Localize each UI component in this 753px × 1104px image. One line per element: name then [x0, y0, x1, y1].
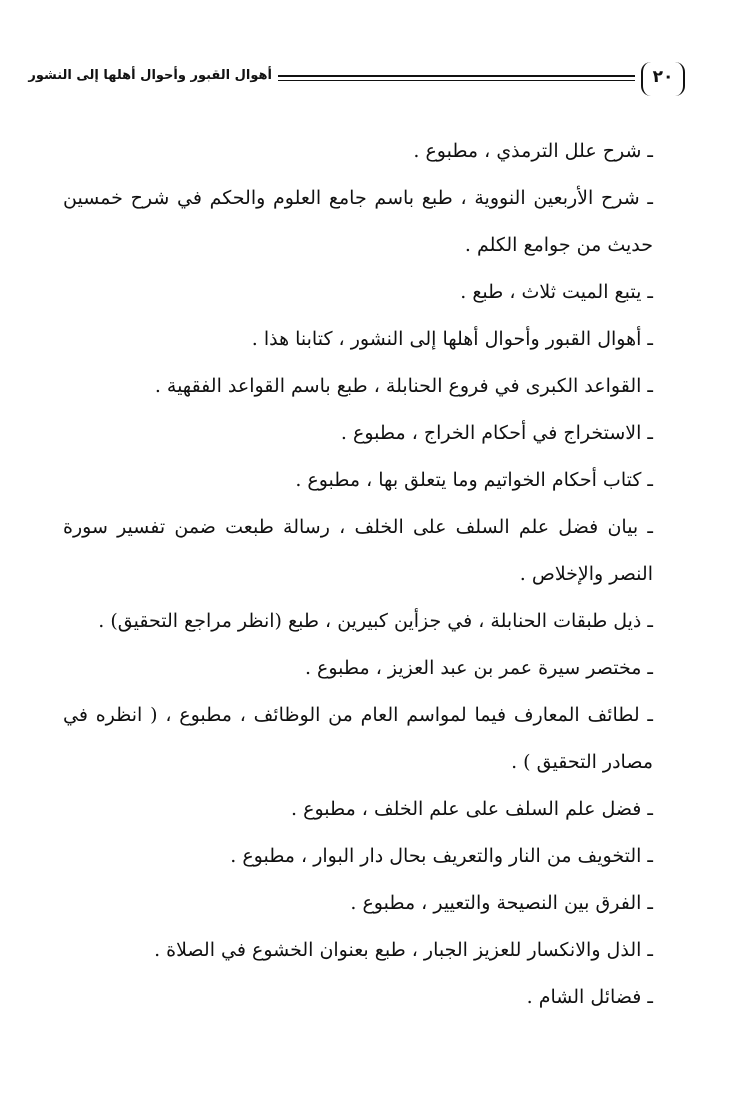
header-rule-thin: [278, 80, 635, 81]
list-item: ـ الذل والانكسار للعزيز الجبار ، طبع بعنوان الخشوع في الصلاة .: [154, 939, 653, 961]
running-header: [28, 62, 685, 96]
list-item: ـ ذيل طبقات الحنابلة ، في جزأين كبيرين ، طبع (انظر مراجع التحقيق) .: [98, 610, 653, 632]
list-item: ـ أهوال القبور وأحوال أهلها إلى النشور ، كتابنا هذا .: [251, 328, 653, 350]
list-item: ـ فضائل الشام .: [526, 986, 653, 1008]
list-item: ـ كتاب أحكام الخواتيم وما يتعلق بها ، مطبوع .: [295, 469, 653, 491]
list-item: ـ بيان فضل علم السلف على الخلف ، رسالة طبعت ضمن تفسير سورة النصر والإخلاص .: [63, 516, 653, 585]
running-title: أهوال القبور وأحوال أهلها إلى النشور: [28, 68, 272, 83]
list-item: ـ مختصر سيرة عمر بن عبد العزيز ، مطبوع .: [304, 657, 653, 679]
list-item: ـ الفرق بين النصيحة والتعيير ، مطبوع .: [350, 892, 653, 914]
list-item: ـ يتبع الميت ثلاث ، طبع .: [460, 281, 653, 303]
works-list: [63, 128, 653, 1021]
list-item: ـ القواعد الكبرى في فروع الحنابلة ، طبع باسم القواعد الفقهية .: [154, 375, 653, 397]
header-rule: [278, 75, 635, 77]
list-item: ـ التخويف من النار والتعريف بحال دار البوار ، مطبوع .: [230, 845, 653, 867]
list-item: ـ لطائف المعارف فيما لمواسم العام من الوظائف ، مطبوع ، ( انظره في مصادر التحقيق ) .: [63, 704, 653, 773]
list-item: ـ الاستخراج في أحكام الخراج ، مطبوع .: [340, 422, 653, 444]
list-item: ـ شرح علل الترمذي ، مطبوع .: [413, 140, 653, 162]
list-item: ـ شرح الأربعين النووية ، طبع باسم جامع العلوم والحكم في شرح خمسين حديث من جوامع الكلم .: [63, 187, 653, 256]
list-item: ـ فضل علم السلف على علم الخلف ، مطبوع .: [291, 798, 653, 820]
page-number: ٢٠: [641, 62, 685, 96]
